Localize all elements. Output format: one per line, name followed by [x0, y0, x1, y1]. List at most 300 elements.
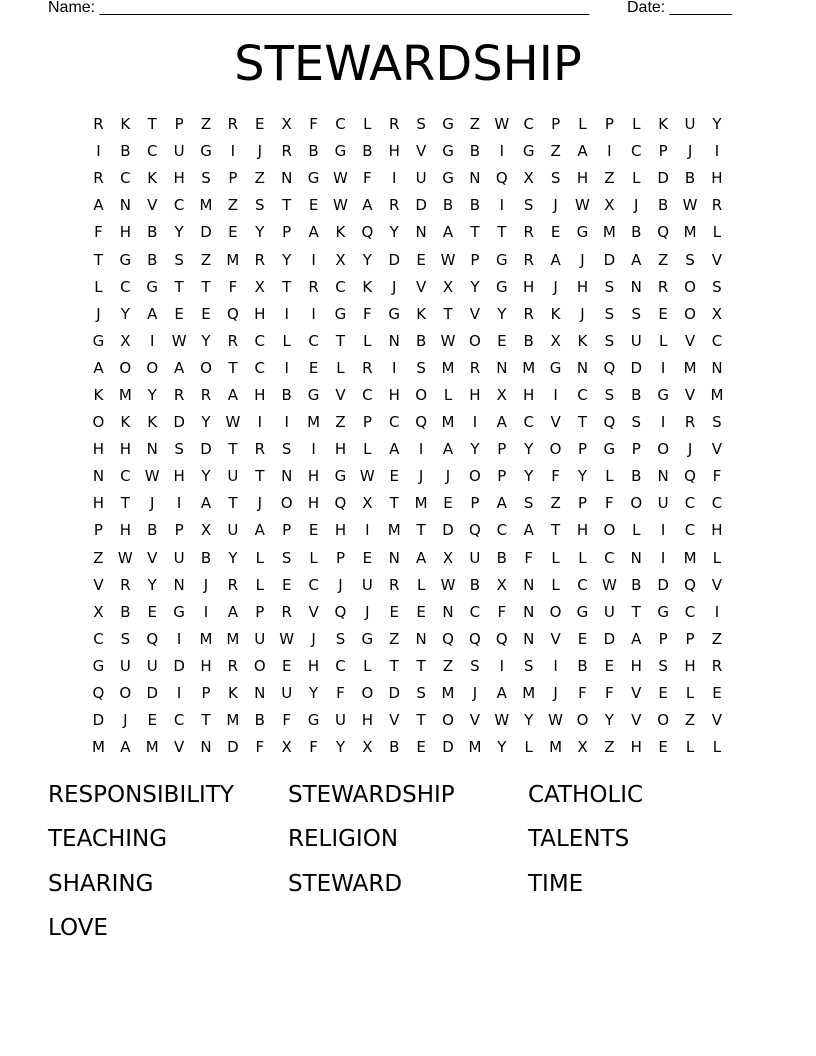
grid-letter: I: [230, 142, 236, 161]
grid-letter: V: [469, 711, 481, 730]
grid-letter: B: [631, 467, 642, 486]
grid-letter: I: [660, 358, 666, 377]
word-list-item: SHARING: [48, 870, 154, 897]
grid-letter: I: [499, 656, 505, 675]
grid-letter: O: [684, 277, 696, 296]
grid-letter: U: [334, 711, 346, 730]
grid-letter: F: [524, 548, 534, 567]
grid-letter: W: [440, 575, 456, 594]
grid-letter: S: [523, 656, 534, 675]
grid-letter: S: [201, 169, 211, 188]
grid-letter: B: [147, 223, 158, 242]
grid-letter: J: [634, 196, 639, 215]
grid-letter: G: [442, 142, 454, 161]
grid-letter: K: [335, 223, 346, 242]
grid-letter: W: [440, 331, 456, 350]
grid-letter: G: [442, 169, 454, 188]
grid-letter: F: [228, 277, 238, 296]
grid-letter: C: [308, 331, 319, 350]
grid-letter: L: [551, 575, 560, 594]
grid-letter: L: [632, 169, 641, 188]
grid-letter: A: [254, 521, 265, 540]
grid-letter: W: [144, 467, 160, 486]
grid-letter: H: [200, 656, 212, 675]
grid-letter: Q: [415, 413, 428, 432]
grid-letter: S: [631, 304, 642, 323]
grid-letter: R: [523, 250, 534, 269]
grid-letter: C: [335, 115, 346, 134]
grid-letter: F: [282, 711, 291, 730]
grid-letter: L: [712, 738, 722, 757]
grid-letter: D: [227, 738, 239, 757]
grid-letter: J: [553, 684, 558, 703]
grid-row: [85, 328, 731, 355]
grid-row: [85, 219, 731, 246]
grid-letter: B: [281, 385, 292, 404]
grid-letter: S: [335, 629, 346, 648]
grid-letter: B: [523, 331, 534, 350]
grid-letter: M: [226, 629, 240, 648]
grid-letter: D: [442, 738, 454, 757]
grid-letter: Q: [495, 169, 508, 188]
grid-letter: B: [469, 142, 481, 161]
grid-letter: A: [496, 494, 507, 513]
grid-letter: R: [227, 575, 239, 594]
grid-letter: T: [120, 494, 130, 513]
grid-letter: D: [92, 711, 105, 730]
grid-letter: U: [361, 575, 373, 594]
grid-letter: D: [657, 169, 669, 188]
grid-letter: H: [334, 521, 347, 540]
letter-grid: [85, 111, 731, 761]
grid-letter: V: [550, 629, 561, 648]
grid-letter: Q: [469, 521, 481, 540]
grid-letter: Z: [200, 115, 212, 134]
grid-letter: N: [281, 467, 293, 486]
grid-letter: J: [365, 602, 370, 621]
grid-letter: B: [120, 142, 131, 161]
grid-letter: C: [684, 602, 696, 621]
grid-letter: G: [334, 142, 347, 161]
grid-letter: N: [415, 629, 427, 648]
grid-letter: P: [577, 494, 587, 513]
grid-letter: D: [200, 440, 212, 459]
grid-letter: X: [577, 738, 588, 757]
grid-letter: J: [553, 277, 558, 296]
grid-letter: Z: [254, 169, 265, 188]
grid-letter: L: [524, 738, 533, 757]
grid-letter: U: [227, 521, 239, 540]
grid-letter: G: [307, 385, 320, 404]
grid-letter: I: [284, 358, 289, 377]
grid-letter: X: [496, 385, 507, 404]
grid-letter: Q: [146, 629, 159, 648]
grid-letter: R: [200, 385, 212, 404]
grid-letter: U: [227, 467, 239, 486]
grid-letter: L: [685, 738, 695, 757]
grid-letter: P: [685, 629, 695, 648]
grid-letter: Z: [550, 142, 561, 161]
grid-letter: C: [120, 277, 131, 296]
grid-letter: G: [307, 169, 320, 188]
grid-letter: L: [363, 115, 372, 134]
grid-letter: I: [660, 521, 666, 540]
grid-letter: N: [442, 602, 454, 621]
grid-row: [85, 192, 731, 219]
grid-letter: P: [658, 142, 668, 161]
grid-letter: E: [658, 304, 668, 323]
grid-letter: D: [173, 413, 185, 432]
grid-letter: J: [418, 467, 424, 486]
grid-letter: N: [469, 169, 481, 188]
grid-letter: Q: [334, 602, 347, 621]
grid-letter: V: [711, 575, 723, 594]
grid-letter: A: [442, 223, 454, 242]
grid-letter: E: [658, 738, 668, 757]
grid-letter: H: [119, 440, 131, 459]
grid-row: [85, 653, 731, 680]
grid-letter: I: [553, 656, 558, 675]
grid-letter: N: [254, 684, 266, 703]
grid-letter: J: [580, 250, 585, 269]
grid-letter: X: [362, 738, 373, 757]
grid-letter: A: [523, 521, 534, 540]
grid-row: [85, 734, 731, 761]
grid-letter: R: [523, 304, 534, 323]
grid-letter: T: [282, 196, 292, 215]
grid-letter: Y: [524, 711, 534, 730]
grid-letter: D: [200, 223, 212, 242]
grid-letter: T: [631, 602, 641, 621]
grid-letter: C: [684, 494, 696, 513]
grid-letter: B: [631, 385, 642, 404]
grid-letter: U: [684, 115, 696, 134]
grid-letter: M: [683, 548, 697, 567]
grid-letter: E: [389, 602, 399, 621]
grid-letter: I: [257, 413, 262, 432]
grid-letter: T: [93, 250, 104, 269]
grid-letter: S: [174, 440, 184, 459]
grid-letter: I: [284, 413, 289, 432]
grid-letter: E: [550, 223, 561, 242]
grid-letter: Y: [174, 223, 184, 242]
grid-letter: U: [173, 548, 185, 567]
grid-letter: E: [604, 656, 615, 675]
grid-letter: Y: [712, 115, 722, 134]
grid-letter: H: [576, 169, 589, 188]
grid-letter: O: [280, 494, 293, 513]
grid-letter: N: [630, 277, 642, 296]
grid-letter: N: [523, 629, 535, 648]
grid-letter: S: [523, 494, 534, 513]
grid-letter: C: [93, 629, 104, 648]
grid-letter: T: [497, 223, 507, 242]
grid-letter: H: [92, 494, 105, 513]
grid-letter: E: [416, 602, 426, 621]
grid-letter: U: [469, 548, 481, 567]
grid-letter: N: [496, 358, 508, 377]
grid-letter: P: [335, 548, 345, 567]
grid-letter: S: [550, 169, 561, 188]
grid-letter: Y: [255, 223, 265, 242]
grid-letter: Y: [524, 467, 534, 486]
grid-letter: T: [228, 358, 238, 377]
date-field[interactable]: Date: _______: [627, 0, 732, 16]
grid-letter: I: [714, 142, 720, 161]
grid-letter: R: [362, 358, 373, 377]
grid-letter: S: [523, 196, 534, 215]
grid-letter: H: [307, 656, 320, 675]
grid-letter: L: [416, 575, 426, 594]
grid-letter: H: [711, 169, 723, 188]
grid-letter: N: [657, 467, 669, 486]
grid-letter: I: [176, 494, 182, 513]
grid-letter: A: [631, 629, 642, 648]
grid-letter: V: [684, 331, 696, 350]
grid-letter: Z: [604, 738, 615, 757]
grid-letter: I: [553, 385, 558, 404]
grid-letter: Y: [147, 385, 157, 404]
grid-letter: I: [392, 169, 397, 188]
grid-letter: Z: [227, 196, 239, 215]
grid-letter: U: [603, 602, 615, 621]
grid-letter: H: [334, 440, 347, 459]
grid-letter: Q: [495, 629, 508, 648]
grid-letter: R: [120, 575, 131, 594]
grid-letter: J: [311, 629, 316, 648]
grid-letter: J: [338, 575, 343, 594]
grid-letter: P: [201, 684, 211, 703]
grid-letter: N: [173, 575, 185, 594]
grid-letter: K: [227, 684, 238, 703]
grid-letter: A: [442, 440, 454, 459]
grid-letter: C: [254, 331, 266, 350]
grid-letter: S: [658, 656, 668, 675]
grid-letter: V: [684, 385, 696, 404]
grid-letter: D: [603, 250, 616, 269]
grid-letter: V: [147, 548, 158, 567]
grid-letter: F: [605, 494, 614, 513]
grid-letter: X: [335, 250, 346, 269]
grid-letter: J: [580, 304, 585, 323]
name-field[interactable]: Name: _______________________________________________________: [48, 0, 589, 16]
grid-letter: V: [389, 711, 400, 730]
grid-letter: K: [416, 304, 427, 323]
grid-letter: R: [711, 196, 723, 215]
grid-letter: A: [631, 250, 642, 269]
grid-letter: G: [307, 711, 320, 730]
grid-letter: R: [469, 358, 481, 377]
grid-letter: S: [470, 656, 480, 675]
grid-letter: B: [362, 142, 373, 161]
grid-letter: W: [494, 711, 510, 730]
grid-letter: H: [361, 711, 373, 730]
grid-letter: T: [147, 115, 157, 134]
grid-letter: T: [201, 277, 211, 296]
grid-letter: P: [282, 223, 292, 242]
grid-letter: E: [362, 548, 373, 567]
grid-letter: V: [631, 684, 642, 703]
grid-letter: A: [227, 385, 239, 404]
grid-letter: E: [389, 467, 399, 486]
grid-letter: R: [523, 223, 534, 242]
grid-letter: M: [199, 196, 213, 215]
grid-letter: S: [416, 115, 426, 134]
grid-letter: G: [576, 223, 589, 242]
grid-letter: Z: [200, 250, 212, 269]
grid-letter: P: [604, 115, 614, 134]
grid-letter: H: [388, 142, 400, 161]
grid-letter: N: [146, 440, 158, 459]
grid-letter: T: [470, 223, 480, 242]
grid-letter: C: [362, 385, 373, 404]
grid-letter: L: [94, 277, 103, 296]
grid-letter: V: [711, 440, 723, 459]
grid-letter: W: [548, 711, 563, 730]
grid-letter: E: [416, 738, 426, 757]
grid-letter: Q: [603, 358, 616, 377]
grid-letter: T: [201, 711, 211, 730]
grid-letter: H: [254, 304, 266, 323]
grid-letter: W: [225, 413, 241, 432]
grid-letter: B: [120, 602, 131, 621]
grid-letter: T: [416, 711, 426, 730]
grid-letter: S: [174, 250, 184, 269]
grid-row: [85, 274, 731, 301]
grid-letter: H: [119, 223, 131, 242]
grid-letter: T: [577, 413, 588, 432]
grid-row: [85, 138, 731, 165]
grid-letter: J: [553, 196, 558, 215]
grid-letter: E: [255, 115, 265, 134]
grid-letter: K: [658, 115, 669, 134]
grid-letter: W: [440, 250, 456, 269]
grid-letter: O: [92, 413, 105, 432]
grid-letter: X: [442, 277, 454, 296]
grid-letter: O: [200, 358, 212, 377]
grid-letter: Y: [147, 575, 157, 594]
grid-letter: E: [577, 629, 588, 648]
grid-letter: G: [657, 385, 669, 404]
grid-letter: C: [173, 196, 185, 215]
grid-letter: J: [445, 467, 451, 486]
grid-letter: S: [604, 304, 615, 323]
grid-letter: N: [92, 467, 105, 486]
grid-letter: H: [576, 277, 589, 296]
grid-letter: O: [119, 358, 132, 377]
grid-row: [85, 490, 731, 517]
grid-letter: K: [362, 277, 373, 296]
grid-letter: F: [363, 169, 372, 188]
grid-letter: O: [603, 521, 616, 540]
grid-letter: F: [94, 223, 103, 242]
grid-letter: I: [472, 413, 478, 432]
grid-letter: C: [254, 358, 266, 377]
grid-letter: O: [684, 304, 696, 323]
grid-letter: G: [92, 331, 105, 350]
grid-letter: G: [657, 602, 669, 621]
grid-letter: B: [147, 521, 158, 540]
grid-letter: C: [604, 548, 615, 567]
grid-letter: R: [684, 413, 696, 432]
grid-letter: T: [443, 304, 453, 323]
grid-letter: A: [173, 358, 185, 377]
grid-letter: I: [499, 196, 505, 215]
grid-letter: S: [685, 250, 695, 269]
grid-letter: B: [577, 656, 588, 675]
grid-letter: L: [363, 656, 372, 675]
grid-letter: W: [117, 548, 133, 567]
grid-letter: A: [550, 250, 561, 269]
grid-letter: L: [685, 684, 695, 703]
grid-letter: J: [257, 142, 262, 161]
grid-letter: G: [522, 142, 535, 161]
grid-letter: T: [282, 277, 292, 296]
grid-letter: Q: [657, 223, 670, 242]
grid-letter: E: [443, 494, 453, 513]
grid-letter: E: [281, 575, 292, 594]
grid-letter: A: [200, 494, 212, 513]
grid-letter: Z: [684, 711, 696, 730]
grid-letter: G: [549, 358, 562, 377]
grid-letter: M: [307, 413, 321, 432]
grid-letter: B: [415, 331, 427, 350]
grid-letter: S: [604, 331, 615, 350]
grid-letter: W: [333, 196, 348, 215]
grid-letter: T: [335, 331, 346, 350]
grid-row: [85, 246, 731, 273]
grid-letter: M: [441, 413, 455, 432]
grid-letter: S: [604, 385, 615, 404]
grid-letter: A: [362, 196, 373, 215]
grid-letter: Q: [226, 304, 239, 323]
grid-letter: E: [228, 223, 238, 242]
grid-letter: I: [150, 331, 155, 350]
grid-letter: P: [174, 521, 184, 540]
grid-letter: J: [257, 494, 262, 513]
grid-letter: G: [200, 142, 212, 161]
grid-letter: R: [711, 656, 723, 675]
grid-letter: N: [388, 331, 400, 350]
grid-letter: T: [228, 494, 238, 513]
grid-letter: L: [443, 385, 453, 404]
grid-letter: Z: [442, 656, 454, 675]
grid-row: [85, 165, 731, 192]
grid-letter: R: [254, 250, 265, 269]
grid-letter: I: [607, 142, 612, 161]
grid-letter: O: [146, 358, 159, 377]
grid-letter: Y: [497, 738, 507, 757]
grid-letter: C: [146, 142, 158, 161]
grid-letter: O: [469, 331, 481, 350]
grid-letter: Y: [120, 304, 130, 323]
grid-letter: X: [281, 738, 292, 757]
grid-letter: U: [119, 656, 131, 675]
grid-letter: Z: [711, 629, 723, 648]
grid-letter: C: [523, 413, 534, 432]
word-list-item: STEWARD: [288, 870, 403, 897]
grid-letter: B: [631, 575, 642, 594]
grid-letter: L: [712, 548, 722, 567]
grid-letter: H: [523, 385, 535, 404]
grid-row: [85, 463, 731, 490]
grid-letter: O: [630, 494, 643, 513]
grid-letter: H: [307, 467, 320, 486]
grid-letter: V: [469, 304, 481, 323]
grid-letter: O: [415, 385, 428, 404]
grid-letter: A: [120, 738, 131, 757]
grid-letter: R: [657, 277, 669, 296]
